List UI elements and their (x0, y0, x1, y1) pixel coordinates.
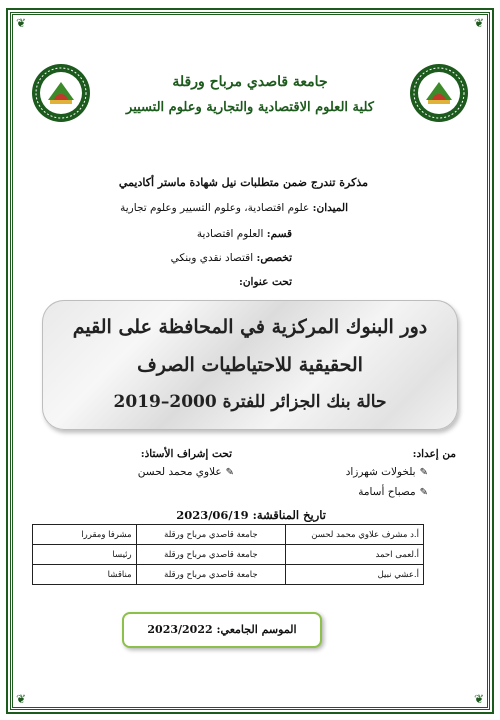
department-value: العلوم اقتصادية (196, 228, 267, 240)
university-logo-left (30, 62, 92, 124)
corner-ornament-icon: ❦ (15, 692, 27, 706)
university-name: جامعة قاصدي مرباح ورقلة (172, 74, 328, 90)
university-logo-right (408, 62, 470, 124)
corner-ornament-icon: ❦ (473, 692, 485, 706)
pen-icon: ✎ (225, 467, 234, 478)
jury-table (32, 524, 424, 585)
supervisor-name: علاوي محمد لحسن (137, 466, 222, 478)
specialty-value: اقتصاد نقدي وبنكي (170, 252, 257, 264)
jury-name: أ.عشي نبيل (286, 565, 424, 585)
season-value: 2023/2022 (147, 623, 213, 636)
jury-university: جامعة قاصدي مرباح ورقلة (136, 565, 286, 585)
jury-university: جامعة قاصدي مرباح ورقلة (136, 545, 286, 565)
season-label: الموسم الجامعي: (216, 623, 297, 636)
pen-icon: ✎ (419, 467, 428, 478)
field-line (120, 202, 348, 214)
specialty-label: تخصص: (256, 252, 292, 264)
thesis-title-line-1: دور البنوك المركزية في المحافظة على القيم (72, 316, 428, 338)
student-name: مصباح أسامة (358, 486, 416, 498)
table-row (33, 525, 424, 545)
corner-ornament-icon: ❦ (15, 16, 27, 30)
table-row (33, 545, 424, 565)
memo-statement: مذكرة تندرج ضمن متطلبات نيل شهادة ماستر أكاديمي (118, 176, 368, 189)
faculty-name: كلية العلوم الاقتصادية والتجارية وعلوم التسيير (126, 100, 374, 115)
jury-university: جامعة قاصدي مرباح ورقلة (136, 525, 286, 545)
jury-name: أ.لعمى احمد (286, 545, 424, 565)
pen-icon: ✎ (419, 487, 428, 498)
department-label: قسم: (266, 228, 292, 240)
student-1 (346, 466, 428, 478)
department-line (197, 228, 292, 240)
jury-role: رئيسا (33, 545, 137, 565)
thesis-title-box (42, 300, 458, 430)
jury-name: أ.د مشرف علاوي محمد لحسن (286, 525, 424, 545)
thesis-title-line-3: حالة بنك الجزائر للفترة 2000–2019 (113, 392, 387, 412)
table-row (33, 565, 424, 585)
specialty-line (171, 252, 292, 264)
title-label: تحت عنوان: (238, 276, 292, 288)
thesis-title-line-2: الحقيقية للاحتياطيات الصرف (137, 354, 363, 376)
defense-date-label: تاريخ المناقشة: (252, 508, 326, 522)
supervision-label: تحت إشراف الأستاذ: (140, 448, 232, 460)
defense-date (176, 508, 326, 522)
supervisor (138, 466, 234, 478)
jury-role: مشرفا ومقررا (33, 525, 137, 545)
jury-role: مناقشا (33, 565, 137, 585)
field-value: علوم اقتصادية، وعلوم التسيير وعلوم تجارية (120, 202, 313, 214)
prepared-by-label: من إعداد: (412, 448, 456, 460)
academic-season-box (122, 612, 322, 648)
field-label: الميدان: (312, 202, 348, 214)
defense-date-value: 2023/06/19 (176, 508, 249, 522)
corner-ornament-icon: ❦ (473, 16, 485, 30)
student-name: بلخولات شهرزاد (345, 466, 416, 478)
student-2 (358, 486, 428, 498)
